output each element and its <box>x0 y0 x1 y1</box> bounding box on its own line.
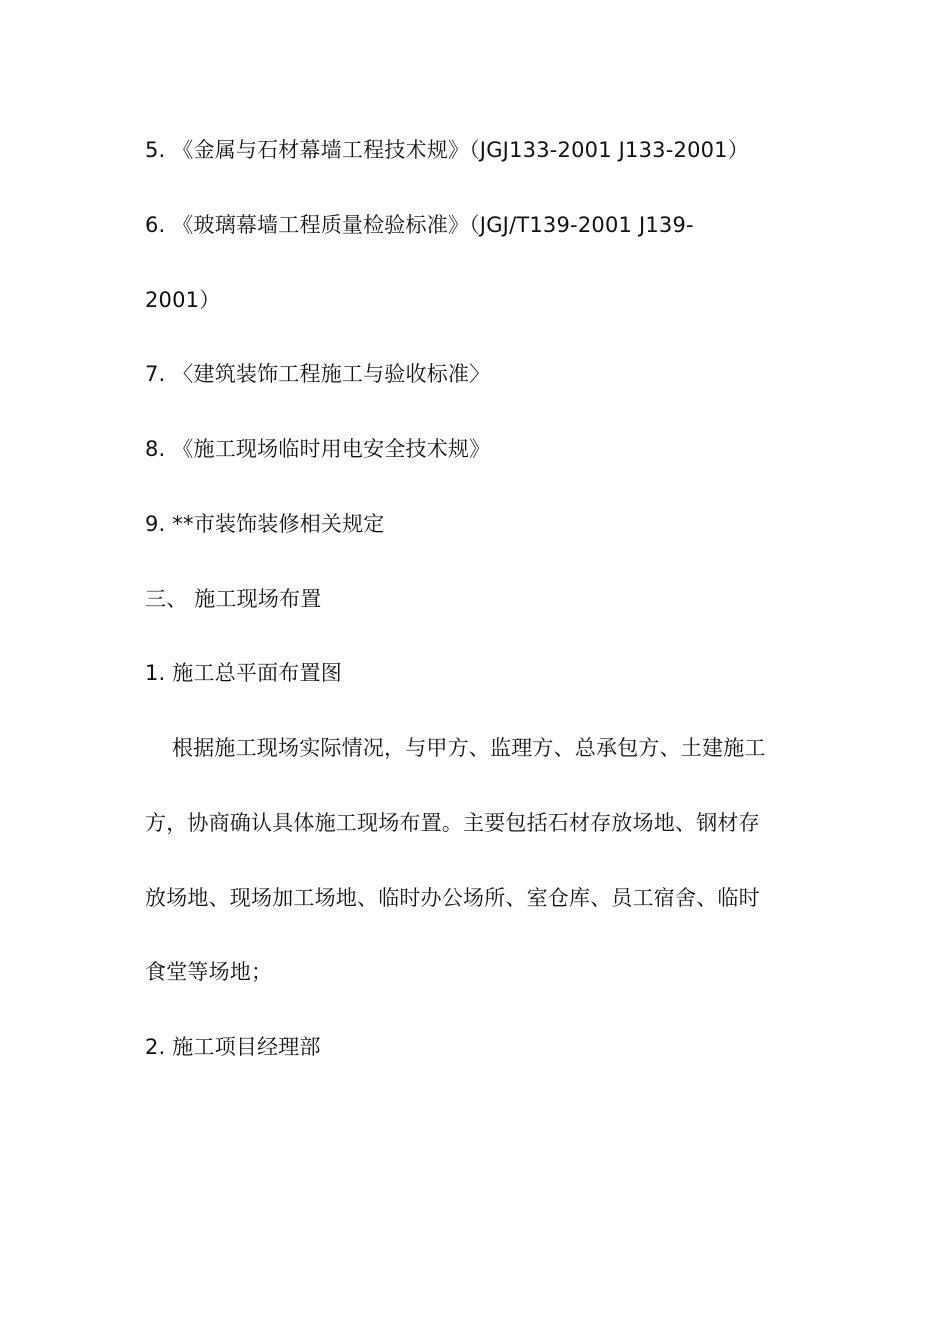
paragraph-line-2: 方，协商确认具体施工现场布置。主要包括石材存放场地、钢材存 <box>145 811 760 835</box>
paragraph-line-4: 食堂等场地； <box>145 960 273 984</box>
subsection-heading-2: 2. 施工项目经理部 <box>145 1035 321 1059</box>
reference-item-8: 8. 《施工现场临时用电安全技术规》 <box>145 437 491 461</box>
reference-item-7: 7. 〈建筑装饰工程施工与验收标准〉 <box>145 362 491 386</box>
paragraph-line-1: 根据施工现场实际情况，与甲方、监理方、总承包方、土建施工 <box>172 736 766 760</box>
reference-item-6: 6. 《玻璃幕墙工程质量检验标准》（JGJ/T139-2001 J139- <box>145 213 694 237</box>
reference-item-6-continued: 2001） <box>145 288 221 312</box>
reference-item-9: 9. **市装饰装修相关规定 <box>145 512 385 536</box>
subsection-heading-1: 1. 施工总平面布置图 <box>145 661 342 685</box>
paragraph-line-3: 放场地、现场加工场地、临时办公场所、室仓库、员工宿舍、临时 <box>145 886 760 910</box>
reference-item-5: 5. 《金属与石材幕墙工程技术规》（JGJ133-2001 J133-2001） <box>145 138 749 162</box>
section-heading: 三、 施工现场布置 <box>145 587 322 611</box>
